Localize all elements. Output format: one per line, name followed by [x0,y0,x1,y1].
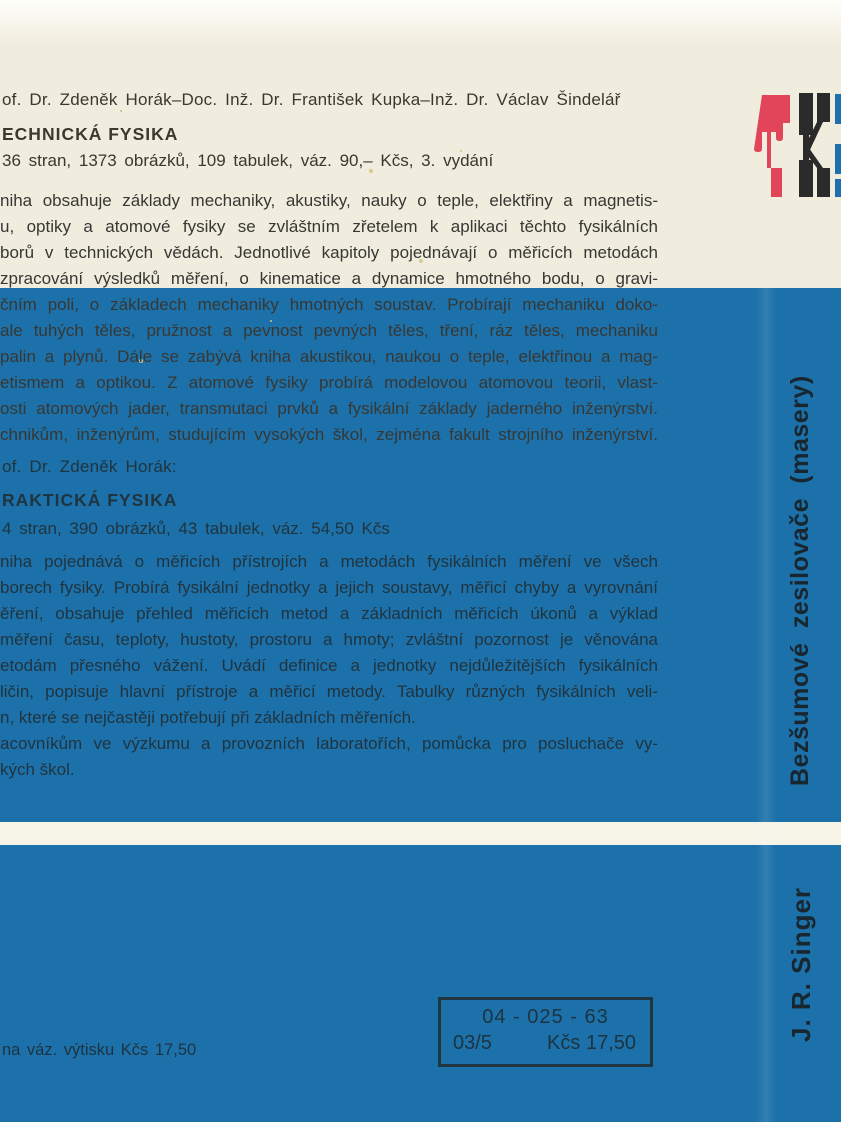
book1-description [0,188,658,448]
spine-author: J. R. Singer [786,886,816,1042]
text-line: palin a plynů. Dále se zabývá kniha akustikou, naukou o teple, elektřinou a mag- [0,347,658,366]
catalog-number: 04 - 025 - 63 [482,1006,609,1028]
blue-band-lower [0,845,841,1122]
text-line: etodám přesného vážení. Uvádí definice a jednotky nejdůležitějších fysikálních [0,656,658,675]
text-line: čním poli, o základech mechaniky hmotných soustav. Probírají mechaniku doko- [0,295,658,314]
text-line: u, optiky a atomové fysiky se zvláštním zřetelem k aplikaci těchto fysikálních [0,217,658,236]
text-line: kých škol. [0,760,75,779]
book1-title: ECHNICKÁ FYSIKA [2,124,179,144]
text-line: měření času, teploty, hustoty, prostoru a hmoty; zvláštní pozornost je věnována [0,630,658,649]
text-line: niha obsahuje základy mechaniky, akustiky, nauky o teple, elektřiny a magnetis- [0,191,658,210]
price-value: Kčs 17,50 [547,1032,636,1054]
book2-authors: of. Dr. Zdeněk Horák: [2,457,177,476]
logo-blue-bar [835,94,841,197]
text-line: acovníkům ve výzkumu a provozních laboratořích, pomůcka pro posluchače vy- [0,734,658,753]
logo-letter-t [754,95,790,197]
code-box-row2 [441,1029,650,1055]
book1-details: 36 stran, 1373 obrázků, 109 tabulek, váz. 90,– Kčs, 3. vydání [2,151,494,170]
logo-letter-k [799,93,830,197]
text-line: ličin, popisuje hlavní přístroje a měřicí metody. Tabulky různých fysikálních veli- [0,682,658,701]
book1-authors: of. Dr. Zdeněk Horák–Doc. Inž. Dr. František Kupka–Inž. Dr. Václav Šindelář [2,90,621,109]
text-line: niha pojednává o měřicích přístrojích a metodách fysikálních měření ve všech [0,552,658,571]
text-line: osti atomových jader, transmutaci prvků a fysikální základy jaderného inženýrství. [0,399,658,418]
text-line: borech fysiky. Probírá fysikální jednotky a jejich soustavy, měřicí chyby a vyrovnání [0,578,658,597]
paper-specks [120,110,122,112]
text-line: ěření, obsahuje přehled měřicích metod a základních měřicích úkonů a výklad [0,604,658,623]
book2-title: RAKTICKÁ FYSIKA [2,490,178,510]
text-line: etismem a optikou. Z atomové fysiky probírá modelovou atomovou teorii, vlast- [0,373,658,392]
book2-details: 4 stran, 390 obrázků, 43 tabulek, váz. 54,50 Kčs [2,519,390,538]
edition-code: 03/5 [453,1032,492,1054]
spine-book-title: Bezšumové zesilovače (masery) [786,375,814,786]
catalog-code-box [438,997,653,1067]
text-line: n, které se nejčastěji potřebují při základních měřeních. [0,708,416,727]
text-line: borů v technických vědách. Jednotlivé kapitoly pojednávají o měřicích metodách [0,243,658,262]
jacket-fold-strip [0,822,841,845]
text-line: ale tuhých těles, pružnost a pevnost pevných těles, tření, ráz těles, mechaniku [0,321,658,340]
text-line: zpracování výsledků měření, o kinematice a dynamice hmotného bodu, o gravi- [0,269,658,288]
book2-description [0,549,658,783]
publisher-tk-logo-icon [751,86,841,204]
text-line: chnikům, inženýrům, studujícím vysokých škol, zejména fakult strojního inženýrství. [0,425,658,444]
price-note: na váz. výtisku Kčs 17,50 [2,1041,197,1059]
